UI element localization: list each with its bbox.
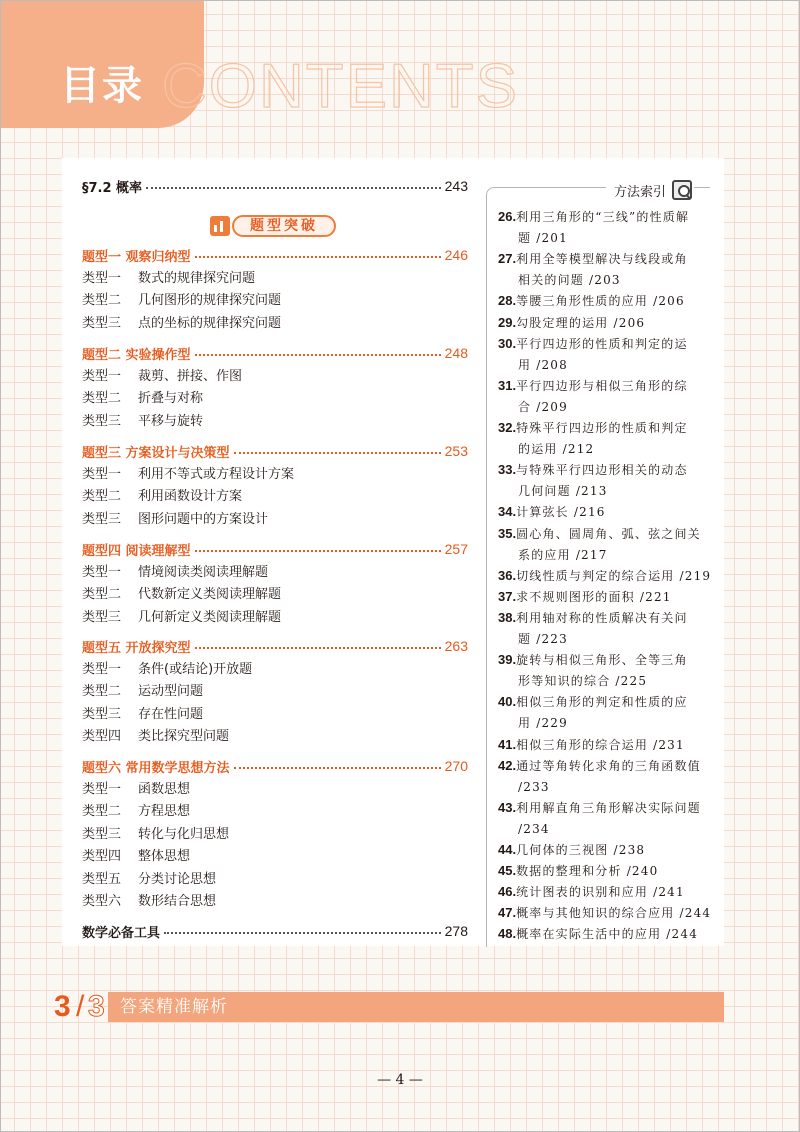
toc-section — [82, 635, 468, 657]
toc-subitem-type: 类型一 — [82, 661, 122, 677]
toc-subitem — [82, 702, 203, 722]
magnifier-icon — [672, 180, 692, 200]
toc-subitem — [82, 777, 190, 797]
method-index-number: 44. — [498, 842, 517, 857]
method-index-line — [498, 523, 701, 545]
toc-tools-leader — [164, 932, 441, 934]
method-index-text: 用 /229 — [518, 716, 568, 731]
method-index-text: 相关的问题 /203 — [518, 273, 621, 288]
method-index-text: 求不规则图形的面积 /221 — [516, 589, 672, 604]
toc-subitem-label: 方程思想 — [138, 804, 191, 819]
page-title: 目录 — [60, 63, 144, 109]
toc-section-page: 270 — [444, 758, 468, 774]
toc-subitem-type: 类型二 — [82, 587, 122, 602]
method-index-line — [498, 902, 711, 924]
toc-subitem — [82, 845, 190, 865]
toc-subitem-type: 类型二 — [82, 293, 122, 308]
method-index-line — [498, 459, 688, 481]
toc-subitem-type: 类型四 — [82, 729, 122, 744]
toc-section — [82, 538, 468, 560]
method-index-line — [518, 544, 608, 566]
method-index-text: 旋转与相似三角形、全等三角 — [516, 653, 688, 668]
method-index-text: 系的应用 /217 — [518, 547, 608, 562]
toc-subitem-type: 类型二 — [82, 489, 122, 504]
toc-subitem — [82, 507, 268, 527]
toc-subitem-type: 类型二 — [82, 391, 122, 406]
method-index-number: 26. — [498, 209, 517, 224]
method-index-line — [518, 227, 568, 249]
toc-subitem-label: 条件(或结论)开放题 — [138, 661, 253, 677]
method-index-line — [498, 607, 688, 629]
toc-subitem-label: 利用不等式或方程设计方案 — [138, 466, 295, 482]
toc-subitem — [82, 311, 281, 331]
method-index-line — [518, 776, 550, 798]
toc-section — [82, 440, 468, 462]
method-index-line — [518, 712, 568, 734]
chart-icon — [210, 216, 230, 236]
method-index-text: 统计图表的识别和应用 /241 — [516, 885, 685, 900]
method-index-number: 42. — [498, 757, 517, 773]
toc-subitem-label: 裁剪、拼接、作图 — [138, 368, 243, 384]
method-index-number: 33. — [498, 462, 517, 478]
toc-subitem — [82, 583, 281, 603]
method-index-number: 41. — [498, 736, 517, 752]
method-index-text: 平行四边形的性质和判定的运 — [516, 336, 688, 351]
toc-section-label: 题型一 观察归纳型 — [82, 249, 191, 265]
method-index-text: 利用解直角三角形解决实际问题 — [516, 800, 701, 815]
toc-subitem-type: 类型一 — [82, 466, 122, 482]
toc-subitem-label: 几何新定义类阅读理解题 — [138, 609, 282, 625]
table-of-contents — [62, 158, 482, 946]
method-index-text: 切线性质与判定的综合运用 /219 — [516, 568, 712, 583]
method-index-number: 39. — [498, 652, 517, 668]
method-index-text: 勾股定理的运用 /206 — [516, 315, 646, 330]
method-index-text: 数据的整理和分析 /240 — [516, 864, 659, 879]
toc-subitem-type: 类型四 — [82, 849, 122, 864]
toc-subitem — [82, 289, 281, 309]
part-title: 答案精准解析 — [120, 997, 228, 1017]
method-index-line — [498, 649, 688, 671]
method-index-number: 46. — [498, 884, 517, 900]
toc-section-leader — [234, 767, 441, 769]
method-index-number: 40. — [498, 694, 517, 710]
toc-subitem — [82, 387, 203, 407]
toc-section-leader — [195, 256, 441, 258]
method-index-text: 特殊平行四边形的性质和判定 — [516, 421, 688, 435]
method-index-line — [518, 480, 608, 502]
toc-subitem-label: 代数新定义类阅读理解题 — [138, 587, 282, 602]
method-index-number: 30. — [498, 335, 517, 351]
toc-item-7-2-page: 243 — [444, 178, 468, 194]
toc-subitem-label: 转化与化归思想 — [138, 826, 230, 842]
toc-subitem — [82, 680, 203, 700]
method-index-text: 的运用 /212 — [518, 442, 595, 457]
toc-item-7-2-leader — [146, 187, 441, 189]
method-index-text: 与特殊平行四边形相关的动态 — [516, 463, 688, 478]
toc-section-leader — [195, 550, 441, 552]
method-index-line — [498, 206, 689, 228]
toc-subitem-label: 平移与旋转 — [138, 413, 204, 429]
part-number: 3 — [54, 990, 71, 1023]
method-index-line — [518, 628, 568, 650]
toc-section-label: 题型三 方案设计与决策型 — [82, 445, 230, 461]
method-index-number: 27. — [498, 251, 517, 267]
section-banner — [210, 214, 336, 238]
method-index-line — [498, 248, 688, 270]
method-index-text: 利用轴对称的性质解决有关问 — [516, 610, 688, 625]
method-index-line — [518, 269, 621, 291]
toc-subitem-type: 类型二 — [82, 804, 122, 819]
toc-section-page: 263 — [444, 638, 468, 654]
toc-subitem — [82, 800, 190, 820]
method-index-number: 35. — [498, 525, 517, 541]
method-index-text: 利用三角形的“三线”的性质解 — [516, 210, 690, 224]
method-index-number: 48. — [498, 926, 517, 942]
method-index-line — [518, 818, 550, 840]
toc-subitem — [82, 364, 242, 384]
toc-subitem-type: 类型三 — [82, 826, 122, 842]
method-index-number: 36. — [498, 567, 517, 583]
method-index-number: 34. — [498, 504, 517, 520]
toc-section — [82, 244, 468, 266]
toc-subitem-label: 类比探究型问题 — [138, 729, 230, 744]
toc-section-page: 257 — [444, 541, 468, 557]
method-index-header — [606, 180, 694, 200]
toc-section-label: 题型四 阅读理解型 — [82, 543, 191, 559]
part-slash: / — [76, 990, 85, 1023]
method-index-text: 平行四边形与相似三角形的综 — [516, 378, 688, 393]
method-index-line — [498, 860, 658, 882]
method-index-line — [498, 881, 685, 903]
toc-subitem-type: 类型三 — [82, 706, 122, 722]
method-index-text: /234 — [518, 821, 550, 836]
toc-subitem-label: 数形结合思想 — [138, 894, 217, 909]
toc-section-label: 题型二 实验操作型 — [82, 347, 191, 363]
toc-subitem-type: 类型三 — [82, 511, 122, 527]
method-index-line — [498, 797, 701, 819]
toc-item-7-2-label: §7.2 概率 — [82, 180, 143, 196]
method-index-number: 45. — [498, 863, 517, 879]
toc-section-page: 248 — [444, 345, 468, 361]
toc-section-label: 题型六 常用数学思想方法 — [82, 760, 230, 776]
method-index-number: 32. — [498, 420, 517, 435]
method-index-text: 几何问题 /213 — [518, 484, 608, 499]
toc-subitem-type: 类型一 — [82, 368, 122, 384]
method-index-text: 通过等角转化求角的三角函数值 — [516, 758, 701, 773]
method-index-text: 相似三角形的综合运用 /231 — [516, 737, 685, 752]
toc-subitem-label: 存在性问题 — [138, 706, 204, 722]
toc-subitem-label: 图形问题中的方案设计 — [138, 511, 269, 527]
toc-subitem-type: 类型六 — [82, 894, 122, 909]
method-index-line — [498, 586, 672, 608]
toc-subitem — [82, 485, 242, 505]
method-index-line — [518, 438, 594, 460]
method-index-text: 用 /208 — [518, 357, 568, 372]
method-index-text: 合 /209 — [518, 399, 568, 414]
method-index-text: 形等知识的综合 /225 — [518, 674, 648, 689]
method-index-text: 概率与其他知识的综合应用 /244 — [516, 906, 712, 921]
method-index-line — [498, 501, 606, 523]
method-index-line — [498, 923, 698, 945]
method-index-text: 题 /201 — [518, 231, 568, 246]
toc-subitem-type: 类型五 — [82, 871, 122, 887]
method-index-line — [498, 290, 685, 312]
method-index-number: 29. — [498, 314, 517, 330]
toc-subitem — [82, 890, 216, 910]
toc-subitem-label: 折叠与对称 — [138, 391, 204, 406]
toc-section-label: 题型五 开放探究型 — [82, 640, 191, 656]
method-index-text: 圆心角、圆周角、弧、弦之间关 — [516, 526, 701, 541]
toc-subitem-type: 类型一 — [82, 781, 122, 797]
toc-section-page: 246 — [444, 247, 468, 263]
method-index-text: 利用全等模型解决与线段或角 — [516, 252, 688, 267]
method-index-line — [518, 396, 568, 418]
toc-subitem — [82, 560, 268, 580]
toc-subitem-label: 几何图形的规律探究问题 — [138, 293, 282, 308]
header-subtitle: CONTENTS — [162, 52, 519, 121]
method-index-text: 概率在实际生活中的应用 /244 — [516, 927, 699, 942]
toc-subitem-type: 类型一 — [82, 564, 122, 580]
section-banner-label: 题型突破 — [232, 215, 336, 237]
toc-section-page: 253 — [444, 443, 468, 459]
toc-subitem-label: 情境阅读类阅读理解题 — [138, 564, 269, 580]
method-index-line — [498, 333, 688, 355]
toc-subitem — [82, 657, 252, 677]
method-index-text: 相似三角形的判定和性质的应 — [516, 695, 688, 710]
method-index-line — [498, 417, 688, 439]
page-number: — 4 — — [377, 1072, 423, 1088]
method-index-line — [498, 375, 688, 397]
toc-item-7-2 — [82, 175, 468, 197]
toc-subitem — [82, 867, 216, 887]
method-index-line — [498, 734, 685, 756]
method-index-text: 几何体的三视图 /238 — [516, 843, 646, 857]
method-index-text: 等腰三角形性质的应用 /206 — [516, 294, 685, 309]
toc-tools-label: 数学必备工具 — [82, 925, 161, 941]
method-index-number: 47. — [498, 905, 517, 921]
toc-subitem-label: 利用函数设计方案 — [138, 489, 243, 504]
method-index-number: 31. — [498, 377, 517, 393]
method-index-line — [498, 691, 688, 713]
part-total: 3 — [88, 990, 105, 1023]
method-index-line — [498, 839, 645, 861]
method-index-text: /233 — [518, 779, 550, 794]
method-index-line — [518, 354, 568, 376]
toc-subitem-type: 类型三 — [82, 609, 122, 625]
toc-tools — [82, 920, 468, 942]
toc-section-leader — [195, 354, 441, 356]
toc-subitem-label: 数式的规律探究问题 — [138, 270, 256, 286]
toc-section-leader — [195, 647, 441, 649]
toc-subitem — [82, 822, 229, 842]
method-index-title: 方法索引 — [614, 184, 667, 200]
method-index-number: 38. — [498, 609, 517, 625]
toc-subitem-type: 类型一 — [82, 270, 122, 286]
part-banner — [54, 992, 724, 1022]
toc-subitem-type: 类型三 — [82, 315, 122, 331]
toc-subitem-label: 分类讨论思想 — [138, 871, 217, 887]
method-index-line — [498, 755, 701, 777]
method-index-line — [498, 565, 711, 587]
method-index-number: 28. — [498, 293, 517, 309]
toc-subitem — [82, 266, 255, 286]
toc-section — [82, 342, 468, 364]
toc-subitem — [82, 725, 229, 745]
toc-subitem — [82, 409, 203, 429]
toc-subitem-type: 类型二 — [82, 684, 122, 699]
method-index-text: 题 /223 — [518, 632, 568, 646]
toc-tools-page: 278 — [444, 923, 468, 939]
method-index-text: 计算弦长 /216 — [516, 505, 606, 520]
toc-subitem-label: 点的坐标的规律探究问题 — [138, 315, 282, 331]
toc-section — [82, 755, 468, 777]
method-index-number: 37. — [498, 588, 517, 604]
toc-subitem — [82, 462, 294, 482]
method-index-line — [518, 670, 647, 692]
toc-subitem-label: 运动型问题 — [138, 684, 204, 699]
toc-subitem-label: 函数思想 — [138, 781, 191, 797]
method-index-line — [498, 312, 645, 334]
method-index-number: 43. — [498, 799, 517, 815]
toc-subitem — [82, 605, 281, 625]
toc-subitem-label: 整体思想 — [138, 849, 191, 864]
toc-section-leader — [234, 452, 441, 454]
toc-subitem-type: 类型三 — [82, 413, 122, 429]
